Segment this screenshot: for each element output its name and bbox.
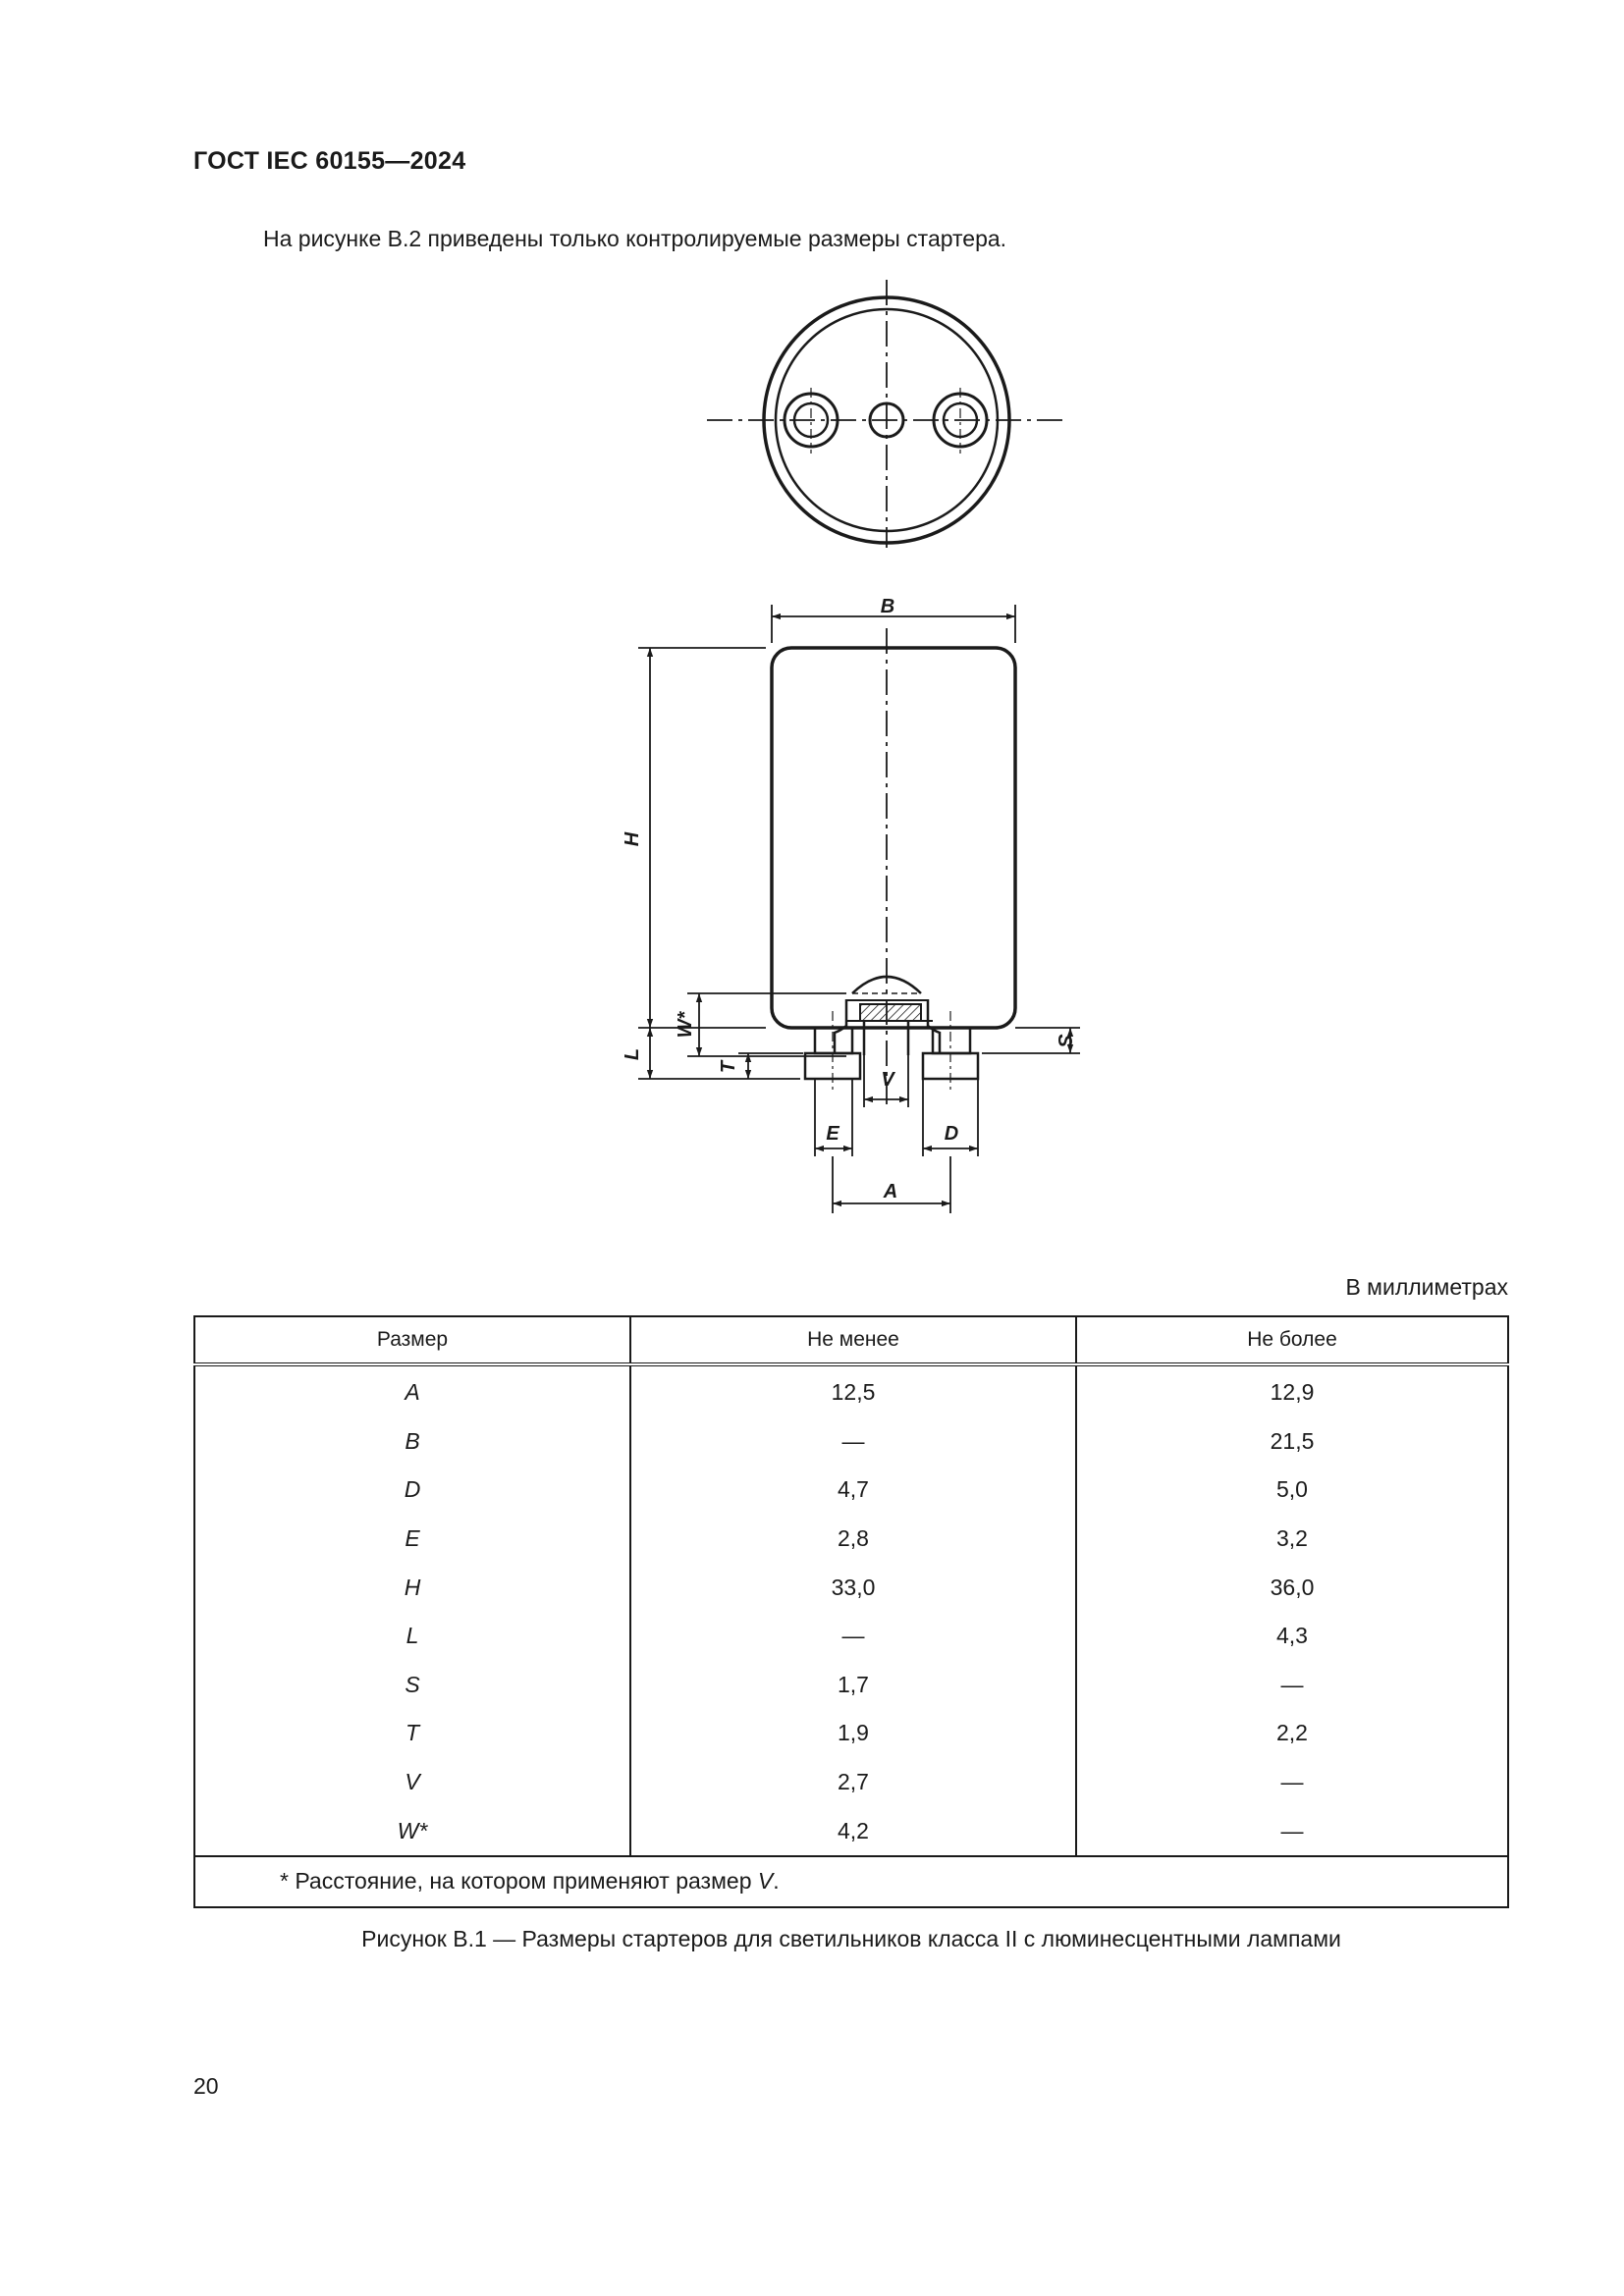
table-header-row — [194, 1316, 1508, 1364]
cell-max: — — [1076, 1758, 1508, 1807]
units-note: В миллиметрах — [1345, 1274, 1508, 1300]
cell-max: 21,5 — [1076, 1417, 1508, 1467]
table-row — [194, 1806, 1508, 1856]
table-row — [194, 1466, 1508, 1515]
dim-label-W: W* — [675, 1011, 696, 1039]
cell-dimension: L — [406, 1623, 419, 1649]
dim-label-A: A — [883, 1181, 898, 1202]
cell-max: 5,0 — [1076, 1466, 1508, 1515]
dim-label-H: H — [622, 831, 643, 847]
hatched-insert — [860, 1004, 921, 1021]
cell-dimension: T — [405, 1720, 420, 1746]
cell-dimension: B — [405, 1427, 420, 1454]
dimensions-table — [193, 1315, 1509, 1908]
dim-label-S: S — [1054, 1034, 1075, 1047]
header-min: Не менее — [630, 1316, 1076, 1364]
cell-max: — — [1076, 1661, 1508, 1710]
cell-min: 33,0 — [630, 1563, 1076, 1612]
cell-min: — — [630, 1612, 1076, 1661]
table-row — [194, 1417, 1508, 1467]
starter-body — [772, 648, 1015, 1028]
top-view — [707, 280, 1065, 548]
cell-min: 1,7 — [630, 1661, 1076, 1710]
cell-max: 4,3 — [1076, 1612, 1508, 1661]
intro-paragraph: На рисунке В.2 приведены только контролируемые размеры стартера. — [263, 226, 1007, 251]
cell-min: 2,8 — [630, 1515, 1076, 1564]
figure-caption: Рисунок В.1 — Размеры стартеров для светильников класса II с люминесцентными лампами — [361, 1926, 1341, 1951]
table-row — [194, 1661, 1508, 1710]
cell-max: 2,2 — [1076, 1709, 1508, 1758]
dim-label-D: D — [944, 1123, 959, 1145]
cell-min: — — [630, 1417, 1076, 1467]
table-row — [194, 1758, 1508, 1807]
document-header-title: ГОСТ IEC 60155—2024 — [193, 147, 466, 175]
cell-max: 12,9 — [1076, 1364, 1508, 1417]
table-row — [194, 1364, 1508, 1417]
dim-label-V: V — [881, 1069, 894, 1091]
cell-min: 4,7 — [630, 1466, 1076, 1515]
cell-dimension: S — [405, 1671, 420, 1697]
dim-label-T: T — [718, 1060, 739, 1074]
cell-max: 36,0 — [1076, 1563, 1508, 1612]
dim-label-E: E — [826, 1123, 839, 1145]
table-row — [194, 1612, 1508, 1661]
cell-min: 1,9 — [630, 1709, 1076, 1758]
table-footnote-row — [194, 1856, 1508, 1907]
cell-min: 2,7 — [630, 1758, 1076, 1807]
cell-dimension: E — [405, 1525, 420, 1552]
page-number: 20 — [193, 2073, 219, 2099]
side-view — [772, 628, 1015, 1104]
header-dimension: Размер — [194, 1316, 630, 1364]
cell-max: 3,2 — [1076, 1515, 1508, 1564]
table-row — [194, 1563, 1508, 1612]
header-max: Не более — [1076, 1316, 1508, 1364]
cell-min: 12,5 — [630, 1364, 1076, 1417]
table-row — [194, 1515, 1508, 1564]
cell-dimension: D — [404, 1476, 421, 1503]
dim-label-L: L — [622, 1047, 643, 1061]
footnote-symbol: V — [757, 1868, 774, 1895]
cell-min: 4,2 — [630, 1806, 1076, 1856]
cell-dimension: H — [404, 1574, 421, 1600]
table-footnote — [194, 1856, 1508, 1907]
dim-label-B: B — [880, 596, 895, 617]
table-row — [194, 1709, 1508, 1758]
cell-dimension: V — [405, 1769, 420, 1795]
footnote-end: . — [773, 1868, 780, 1895]
footnote-text: * Расстояние, на котором применяют размер — [280, 1868, 758, 1895]
cell-dimension: W* — [397, 1817, 428, 1843]
dimension-labels — [622, 596, 1075, 1202]
cell-max: — — [1076, 1806, 1508, 1856]
cell-dimension: A — [405, 1379, 420, 1406]
